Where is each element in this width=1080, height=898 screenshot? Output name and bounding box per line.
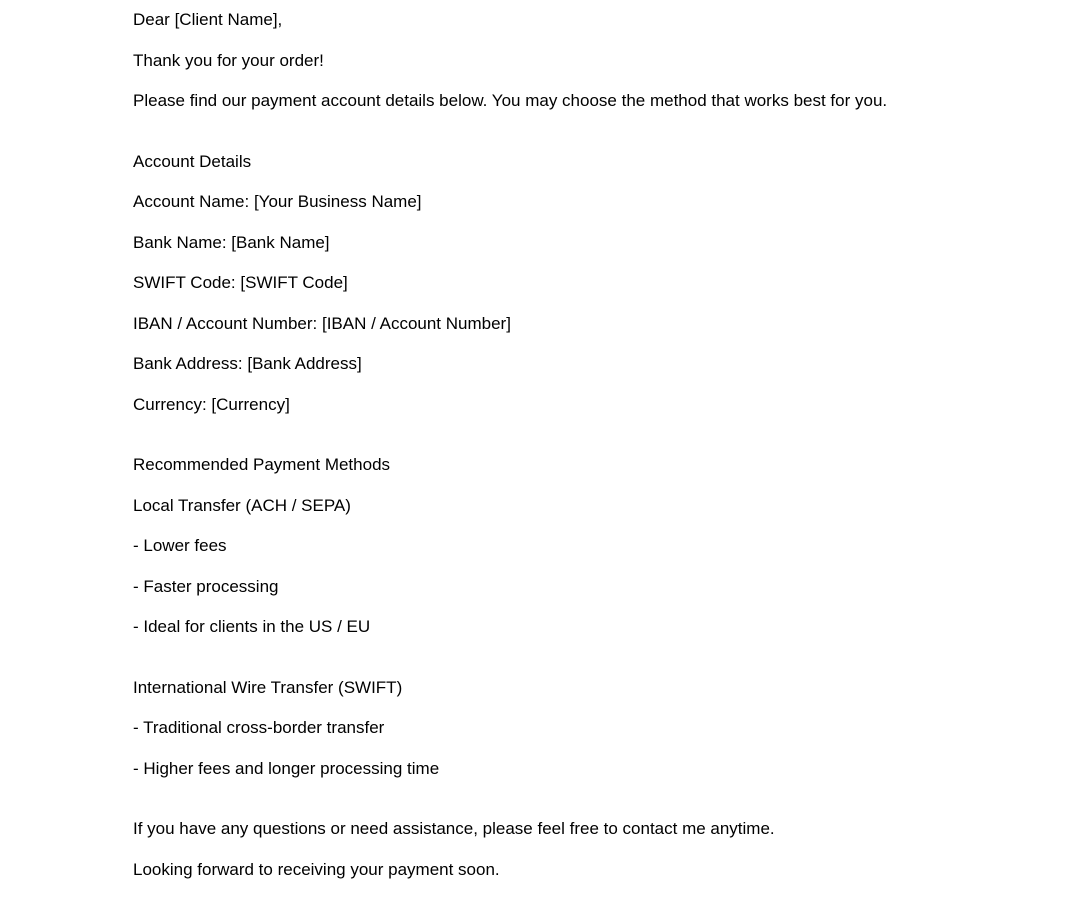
local-transfer-title: Local Transfer (ACH / SEPA)	[133, 495, 351, 515]
account-name-line: Account Name: [Your Business Name]	[133, 192, 422, 211]
international-wire-title: International Wire Transfer (SWIFT)	[133, 677, 403, 697]
local-transfer-bullet: - Faster processing	[133, 576, 279, 596]
payment-methods-heading: Recommended Payment Methods	[133, 455, 391, 474]
iban-account-number-line: IBAN / Account Number: [IBAN / Account Number]	[133, 313, 511, 333]
bank-name-line: Bank Name: [Bank Name]	[133, 232, 330, 252]
looking-forward-line: Looking forward to receiving your payment soon.	[133, 859, 500, 879]
account-details-heading: Account Details	[133, 151, 252, 171]
greeting-line: Dear [Client Name],	[133, 10, 283, 29]
contact-line: If you have any questions or need assistance, please feel free to contact me anytime.	[133, 819, 775, 838]
bank-address-line: Bank Address: [Bank Address]	[133, 354, 362, 373]
international-wire-bullet: - Traditional cross-border transfer	[133, 718, 385, 737]
intro-line: Please find our payment account details below. You may choose the method that works best for you.	[133, 91, 888, 110]
international-wire-bullet: - Higher fees and longer processing time	[133, 758, 440, 778]
local-transfer-bullet: - Ideal for clients in the US / EU	[133, 617, 371, 636]
currency-line: Currency: [Currency]	[133, 394, 290, 414]
local-transfer-bullet: - Lower fees	[133, 536, 227, 555]
swift-code-line: SWIFT Code: [SWIFT Code]	[133, 273, 348, 292]
thank-you-line: Thank you for your order!	[133, 50, 324, 70]
